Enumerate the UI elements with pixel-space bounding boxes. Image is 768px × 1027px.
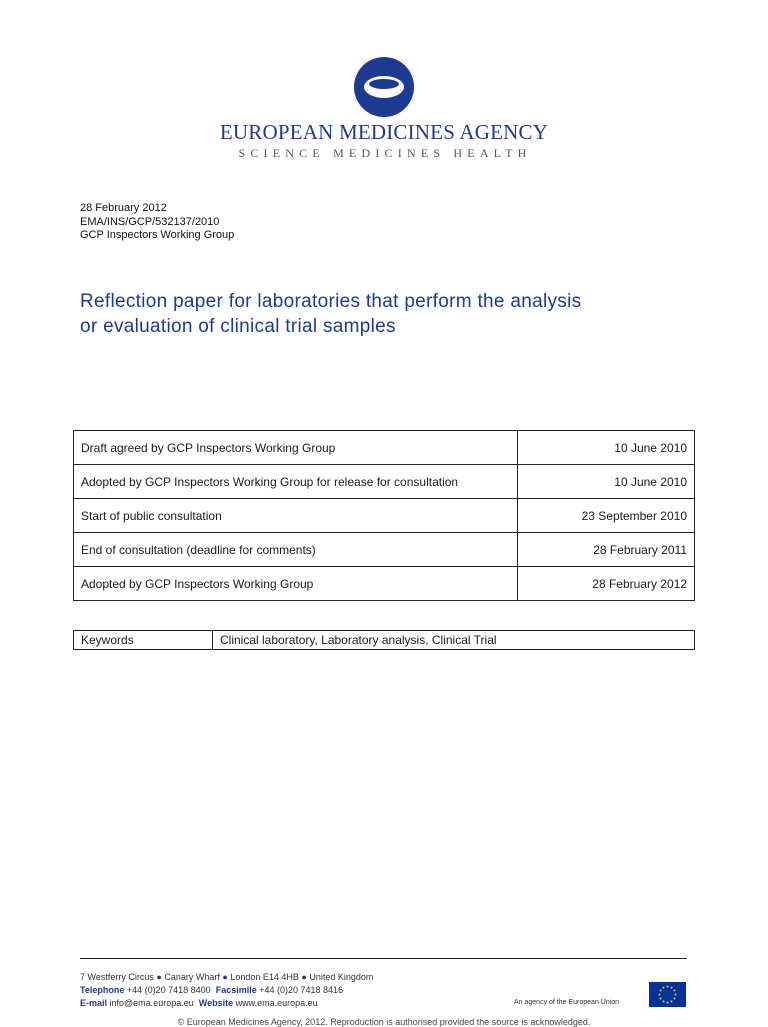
telephone-value: +44 (0)20 7418 8400 xyxy=(126,985,211,995)
history-step: Adopted by GCP Inspectors Working Group for release for consultation xyxy=(74,465,518,499)
table-row xyxy=(74,431,695,465)
address-city: London E14 4HB xyxy=(230,972,299,982)
telephone-label: Telephone xyxy=(80,985,125,995)
title-line-1: Reflection paper for laboratories that perform the analysis xyxy=(80,291,582,312)
document-title xyxy=(80,289,720,339)
table-row xyxy=(74,533,695,567)
table-row xyxy=(74,465,695,499)
eu-star-icon xyxy=(663,1000,665,1002)
history-step: Start of public consultation xyxy=(74,499,518,533)
document-group: GCP Inspectors Working Group xyxy=(80,229,235,241)
address-country: United Kingdom xyxy=(309,972,374,982)
title-line-2: or evaluation of clinical trial samples xyxy=(80,316,396,337)
eu-star-icon xyxy=(675,994,677,996)
footer-divider xyxy=(80,958,687,959)
bullet-icon: ● xyxy=(301,972,307,982)
history-date: 10 June 2010 xyxy=(518,465,695,499)
keywords-table xyxy=(73,630,695,650)
history-step: End of consultation (deadline for comments) xyxy=(74,533,518,567)
eu-star-icon xyxy=(667,1002,669,1004)
history-step: Adopted by GCP Inspectors Working Group xyxy=(74,567,518,601)
eu-star-icon xyxy=(663,987,665,989)
document-reference: EMA/INS/GCP/532137/2010 xyxy=(80,215,220,228)
keywords-value: Clinical laboratory, Laboratory analysis, Clinical Trial xyxy=(213,631,695,650)
document-meta xyxy=(80,202,234,243)
fax-label: Facsimile xyxy=(215,985,257,995)
address-street: 7 Westferry Circus xyxy=(80,972,154,982)
eu-flag-icon xyxy=(649,982,686,1007)
eu-star-icon xyxy=(671,987,673,989)
footer-address xyxy=(80,971,373,1010)
table-row xyxy=(74,499,695,533)
table-row xyxy=(74,631,695,650)
bullet-icon: ● xyxy=(222,972,228,982)
website-link[interactable]: www.ema.europa.eu xyxy=(235,998,318,1008)
address-district: Canary Wharf xyxy=(164,972,220,982)
history-date: 10 June 2010 xyxy=(518,431,695,465)
history-date: 28 February 2011 xyxy=(518,533,695,567)
bullet-icon: ● xyxy=(156,972,162,982)
agency-tagline: SCIENCE MEDICINES HEALTH xyxy=(238,146,532,160)
eu-star-icon xyxy=(673,998,675,1000)
eu-star-icon xyxy=(667,986,669,988)
agency-name: EUROPEAN MEDICINES AGENCY xyxy=(219,120,549,144)
address-line xyxy=(80,971,373,984)
online-line xyxy=(80,997,373,1010)
eu-star-icon xyxy=(673,990,675,992)
history-date: 28 February 2012 xyxy=(518,567,695,601)
copyright-notice: © European Medicines Agency, 2012. Reproduction is authorised provided the source is acknowledged. xyxy=(177,1017,591,1027)
contact-line xyxy=(80,984,373,997)
document-history-table xyxy=(73,430,695,601)
email-link[interactable]: info@ema.europa.eu xyxy=(109,998,194,1008)
ema-logo-icon xyxy=(353,56,415,118)
history-step: Draft agreed by GCP Inspectors Working Group xyxy=(74,431,518,465)
document-date: 28 February 2012 xyxy=(80,202,167,214)
eu-star-icon xyxy=(671,1000,673,1002)
fax-value: +44 (0)20 7418 8416 xyxy=(259,985,344,995)
keywords-label: Keywords xyxy=(74,631,213,650)
eu-star-icon xyxy=(660,990,662,992)
email-label: E-mail xyxy=(80,998,108,1008)
table-row xyxy=(74,567,695,601)
eu-star-icon xyxy=(659,994,661,996)
eu-agency-note: An agency of the European Union xyxy=(514,999,620,1006)
website-label: Website xyxy=(198,998,234,1008)
eu-star-icon xyxy=(660,998,662,1000)
history-date: 23 September 2010 xyxy=(518,499,695,533)
